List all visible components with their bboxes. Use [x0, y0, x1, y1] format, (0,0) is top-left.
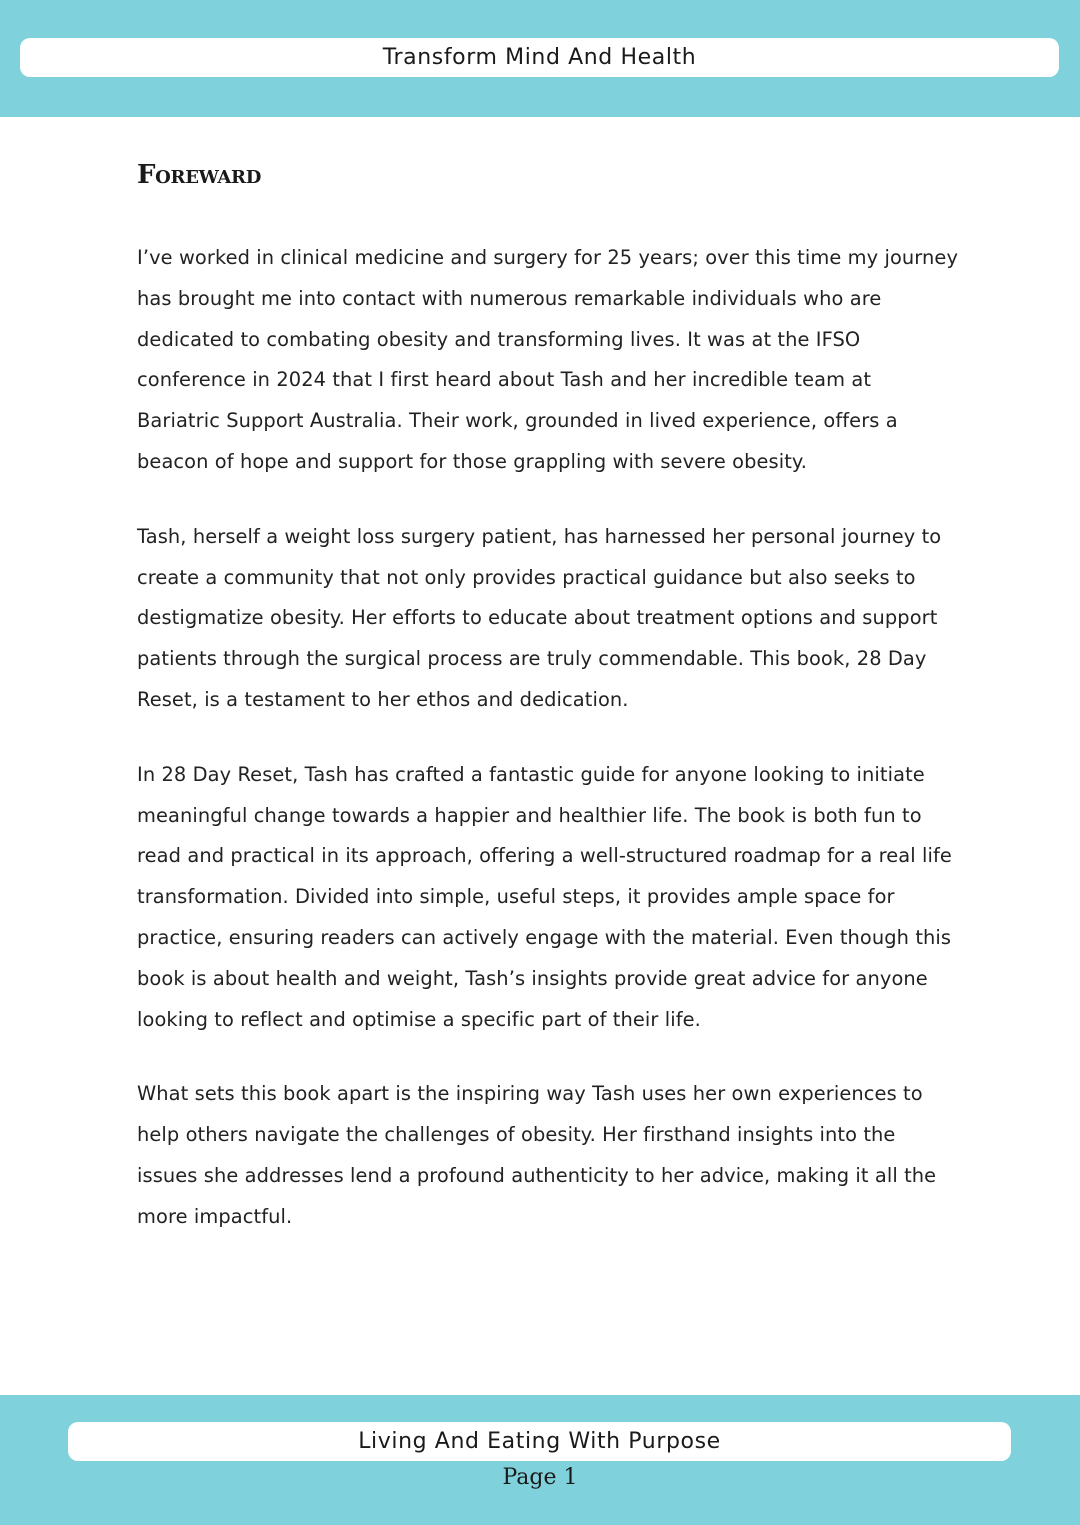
- text-line: practice, ensuring readers can actively engage with the material. Even though this: [137, 925, 952, 949]
- text-line: beacon of hope and support for those grappling with severe obesity.: [137, 449, 808, 473]
- text-line: Tash, herself a weight loss surgery patient, has harnessed her personal journey to: [137, 524, 942, 548]
- header-bar: [20, 38, 1059, 77]
- text-line: issues she addresses lend a profound authenticity to her advice, making it all the: [137, 1163, 937, 1187]
- text-line: I’ve worked in clinical medicine and surgery for 25 years; over this time my journey: [137, 246, 959, 269]
- text-line: looking to reflect and optimise a specific part of their life.: [137, 1007, 701, 1031]
- text-line: dedicated to combating obesity and transforming lives. It was at the IFSO: [137, 327, 861, 351]
- paragraph-4: [137, 1074, 957, 1237]
- page-content: [137, 150, 957, 1272]
- text-line: What sets this book apart is the inspiring way Tash uses her own experiences to: [137, 1082, 923, 1106]
- page-heading: Foreward: [137, 160, 262, 190]
- header-title: Transform Mind And Health: [382, 45, 697, 70]
- footer-bar: [68, 1422, 1011, 1461]
- page-number: Page 1: [502, 1465, 578, 1490]
- text-line: has brought me into contact with numerous remarkable individuals who are: [137, 286, 882, 310]
- text-line: create a community that not only provides practical guidance but also seeks to: [137, 565, 916, 589]
- paragraph-2: [137, 517, 957, 721]
- text-line: meaningful change towards a happier and healthier life. The book is both fun to: [137, 803, 922, 827]
- footer-title: Living And Eating With Purpose: [358, 1429, 721, 1454]
- text-line: In 28 Day Reset, Tash has crafted a fantastic guide for anyone looking to initiate: [137, 762, 925, 786]
- text-line: patients through the surgical process are truly commendable. This book, 28 Day: [137, 647, 927, 671]
- text-line: transformation. Divided into simple, useful steps, it provides ample space for: [137, 885, 895, 909]
- paragraph-1: [137, 238, 957, 483]
- text-line: conference in 2024 that I first heard about Tash and her incredible team at: [137, 368, 872, 392]
- text-line: read and practical in its approach, offering a well-structured roadmap for a real life: [137, 844, 952, 868]
- text-line: book is about health and weight, Tash’s insights provide great advice for anyone: [137, 966, 928, 990]
- paragraph-3: [137, 755, 957, 1041]
- text-line: help others navigate the challenges of obesity. Her firsthand insights into the: [137, 1123, 896, 1147]
- text-line: Reset, is a testament to her ethos and dedication.: [137, 687, 629, 711]
- text-line: more impactful.: [137, 1204, 293, 1228]
- text-line: Bariatric Support Australia. Their work, grounded in lived experience, offers a: [137, 409, 898, 433]
- text-line: destigmatize obesity. Her efforts to educate about treatment options and support: [137, 606, 938, 630]
